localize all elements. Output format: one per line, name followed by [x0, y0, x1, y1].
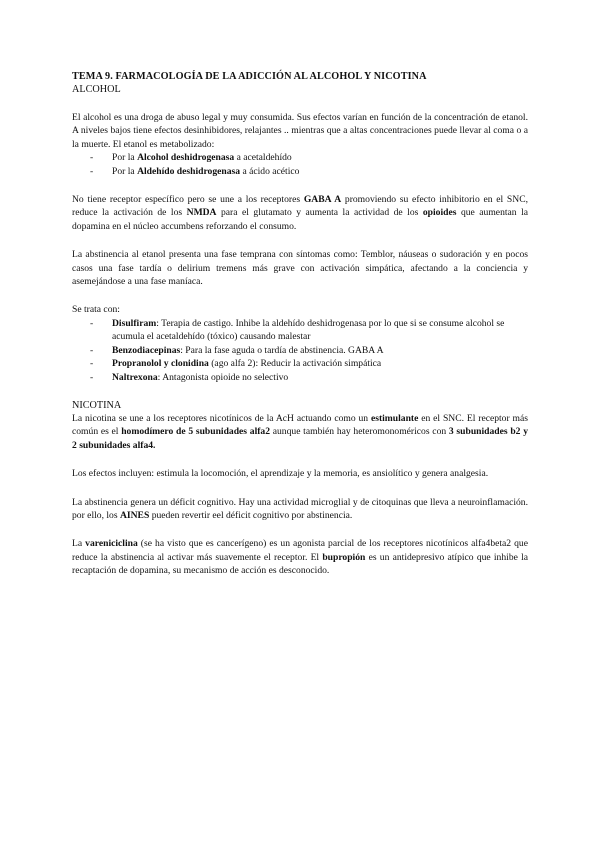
paragraph-text: en el SNC. El receptor más común es el — [72, 412, 528, 438]
paragraph-text: es un antidepresivo atípico que inhibe la recaptación de dopamina, su mecanismo de acción es desconocido. — [72, 551, 529, 577]
nicotina-effects-paragraph: Los efectos incluyen: estimula la locomoción, el aprendizaje y la memoria, es ansiolítico y genera analgesia. — [72, 468, 489, 480]
list-item — [90, 165, 528, 178]
drug-name: Benzodiacepinas — [112, 344, 181, 356]
list-item — [90, 151, 528, 164]
treatment-intro: Se trata con: — [72, 304, 120, 316]
enzyme-name: Alcohol deshidrogenasa — [137, 152, 235, 164]
treatment-list — [72, 317, 528, 384]
alcohol-withdrawal-paragraph: La abstinencia al etanol presenta una fase temprana con síntomas como: Temblor, náuseas o sudoración y en pocos casos una fase tardía o delirium tremens más grave con activación simpática, afectando a la conciencia y asemejándose a una fase maníaca. — [72, 249, 528, 288]
list-item — [90, 371, 528, 384]
paragraph-text: que aumentan la dopamina en el núcleo accumbens reforzando el consumo. — [72, 207, 529, 232]
nicotina-withdrawal-paragraph — [72, 496, 528, 523]
drug-name: Propranolol y clonidina — [112, 358, 209, 370]
bold-term: vareniciclina — [85, 538, 138, 550]
bold-term: NMDA — [186, 207, 217, 219]
list-item-text: : Antagonista opioide no selectivo — [157, 371, 289, 383]
bold-term: homodímero de 5 subunidades alfa2 — [121, 426, 271, 438]
bold-term: bupropión — [322, 551, 366, 563]
bold-term: GABA A — [303, 194, 342, 206]
paragraph-text: aunque también hay heteromonoméricos con — [270, 426, 449, 438]
nicotina-treatment-paragraph — [72, 537, 528, 577]
alcohol-receptor-paragraph — [72, 193, 528, 233]
bold-term: AINES — [119, 509, 150, 521]
list-item — [90, 317, 528, 344]
paragraph-text: (se ha visto que es cancerígeno) es un agonista parcial de los receptores nicotínicos alfa4beta2 que reduce la abstinencia al activar más suavemente el receptor. El — [72, 538, 528, 563]
list-item-text: (ago alfa 2): Reducir la activación simpática — [208, 358, 382, 370]
nicotina-heading: NICOTINA — [72, 399, 122, 411]
list-item-text: : Para la fase aguda o tardía de abstinencia. GABA A — [180, 344, 384, 356]
paragraph-text: No tiene receptor específico pero se une a los receptores — [72, 194, 304, 206]
paragraph-text: pueden revertir eel déficit cognitivo por abstinencia. — [149, 509, 353, 521]
drug-name: Naltrexona — [112, 371, 158, 383]
paragraph-text: para el glutamato y aumenta la actividad de los — [216, 207, 423, 219]
paragraph-text: La abstinencia genera un déficit cognitivo. Hay una actividad microglial y de citoquinas que lleva a neuroinflamación. por ello, los — [72, 496, 528, 521]
bold-term: opioides — [422, 207, 457, 219]
list-item-text: a acetaldehído — [234, 152, 292, 164]
list-item-text: a ácido acético — [240, 165, 300, 177]
paragraph-text: promoviendo su efecto inhibitorio en el SNC, reduce la activación de los — [72, 194, 528, 219]
list-item-text: : Terapia de castigo. Inhibe la aldehído deshidrogenasa por lo que si se consume alcohol se acumula el acetaldehído (tóxico) causando malestar — [112, 317, 505, 343]
drug-name: Disulfiram — [112, 317, 157, 329]
paragraph-text: La — [72, 538, 86, 550]
list-item-text: Por la — [112, 165, 138, 177]
nicotina-receptor-paragraph — [72, 412, 528, 452]
paragraph-text: La nicotina se une a los receptores nicotínicos de la AcH actuando como un — [72, 412, 371, 424]
list-item — [90, 357, 528, 370]
bold-term: estimulante — [370, 412, 419, 424]
enzyme-name: Aldehído deshidrogenasa — [137, 165, 241, 177]
list-item — [90, 344, 528, 357]
alcohol-heading: ALCOHOL — [72, 84, 121, 95]
alcohol-intro-paragraph: El alcohol es una droga de abuso legal y muy consumida. Sus efectos varían en función de la concentración de etanol. A niveles bajos tiene efectos desinhibidores, relajantes .. mientras que a altas concentraciones puede llevar al coma o a la muerte. El etanol es metabolizado: — [72, 112, 528, 150]
bold-term: 3 subunidades b2 y 2 subunidades alfa4. — [72, 426, 528, 451]
document-title: TEMA 9. FARMACOLOGÍA DE LA ADICCIÓN AL ALCOHOL Y NICOTINA — [72, 71, 427, 82]
list-item-text: Por la — [112, 152, 138, 164]
metabolism-list — [72, 151, 528, 178]
